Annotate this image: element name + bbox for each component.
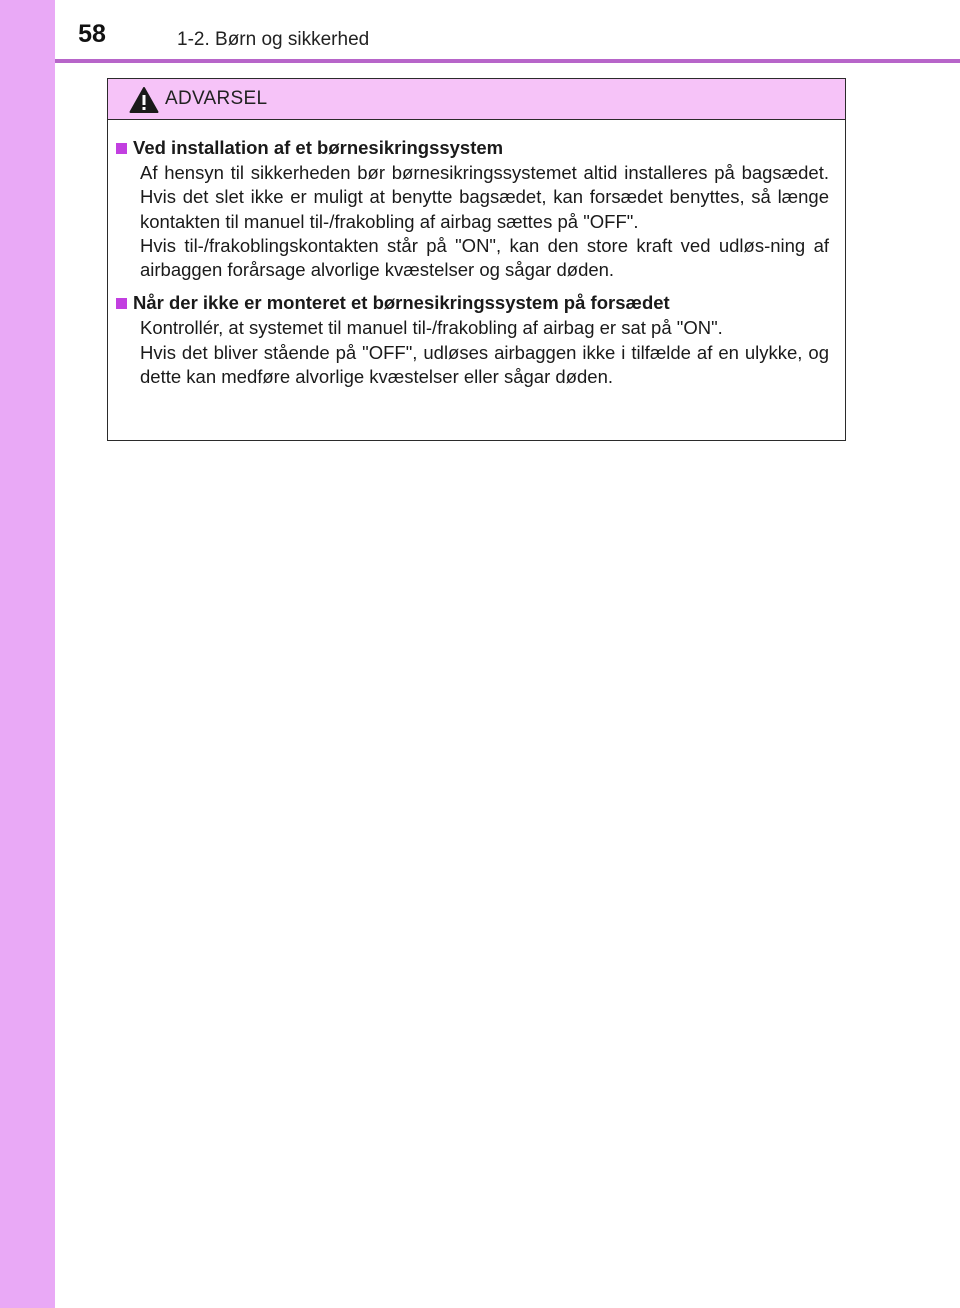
- item-heading-text: Når der ikke er monteret et børnesikringssystem på forsædet: [133, 292, 670, 314]
- item-text: [140, 161, 829, 282]
- warning-item: [116, 135, 829, 282]
- item-heading: [116, 135, 829, 161]
- warning-title: ADVARSEL: [165, 88, 268, 109]
- item-paragraph: Hvis det bliver stående på "OFF", udløses airbaggen ikke i tilfælde af en ulykke, og dette kan medføre alvorlige kvæstelser eller sågar døden.: [140, 341, 829, 388]
- warning-header: [108, 79, 845, 120]
- warning-box: [107, 78, 846, 441]
- item-paragraph: Af hensyn til sikkerheden bør børnesikringssystemet altid installeres på bagsædet. Hvis det slet ikke er muligt at benytte bagsædet, kan forsædet benyttes, så længe kontakten til manuel til-/frakobling af airbag sættes på "OFF".: [140, 162, 829, 232]
- side-color-band: [0, 0, 55, 1308]
- item-paragraph: Kontrollér, at systemet til manuel til-/frakobling af airbag er sat på "ON".: [140, 317, 723, 339]
- square-bullet-icon: [116, 143, 127, 154]
- header-divider: [55, 59, 960, 63]
- item-heading-text: Ved installation af et børnesikringssystem: [133, 137, 504, 158]
- warning-item: [116, 290, 829, 389]
- item-text: [140, 316, 829, 389]
- page-number: 58: [78, 20, 106, 48]
- warning-triangle-icon: [129, 86, 159, 114]
- item-heading: [116, 290, 829, 316]
- section-title: 1-2. Børn og sikkerhed: [177, 29, 370, 50]
- square-bullet-icon: [116, 298, 127, 309]
- warning-body: [108, 120, 845, 389]
- item-paragraph: Hvis til-/frakoblingskontakten står på "ON", kan den store kraft ved udløs-ning af airbaggen forårsage alvorlige kvæstelser og sågar døden.: [140, 234, 829, 281]
